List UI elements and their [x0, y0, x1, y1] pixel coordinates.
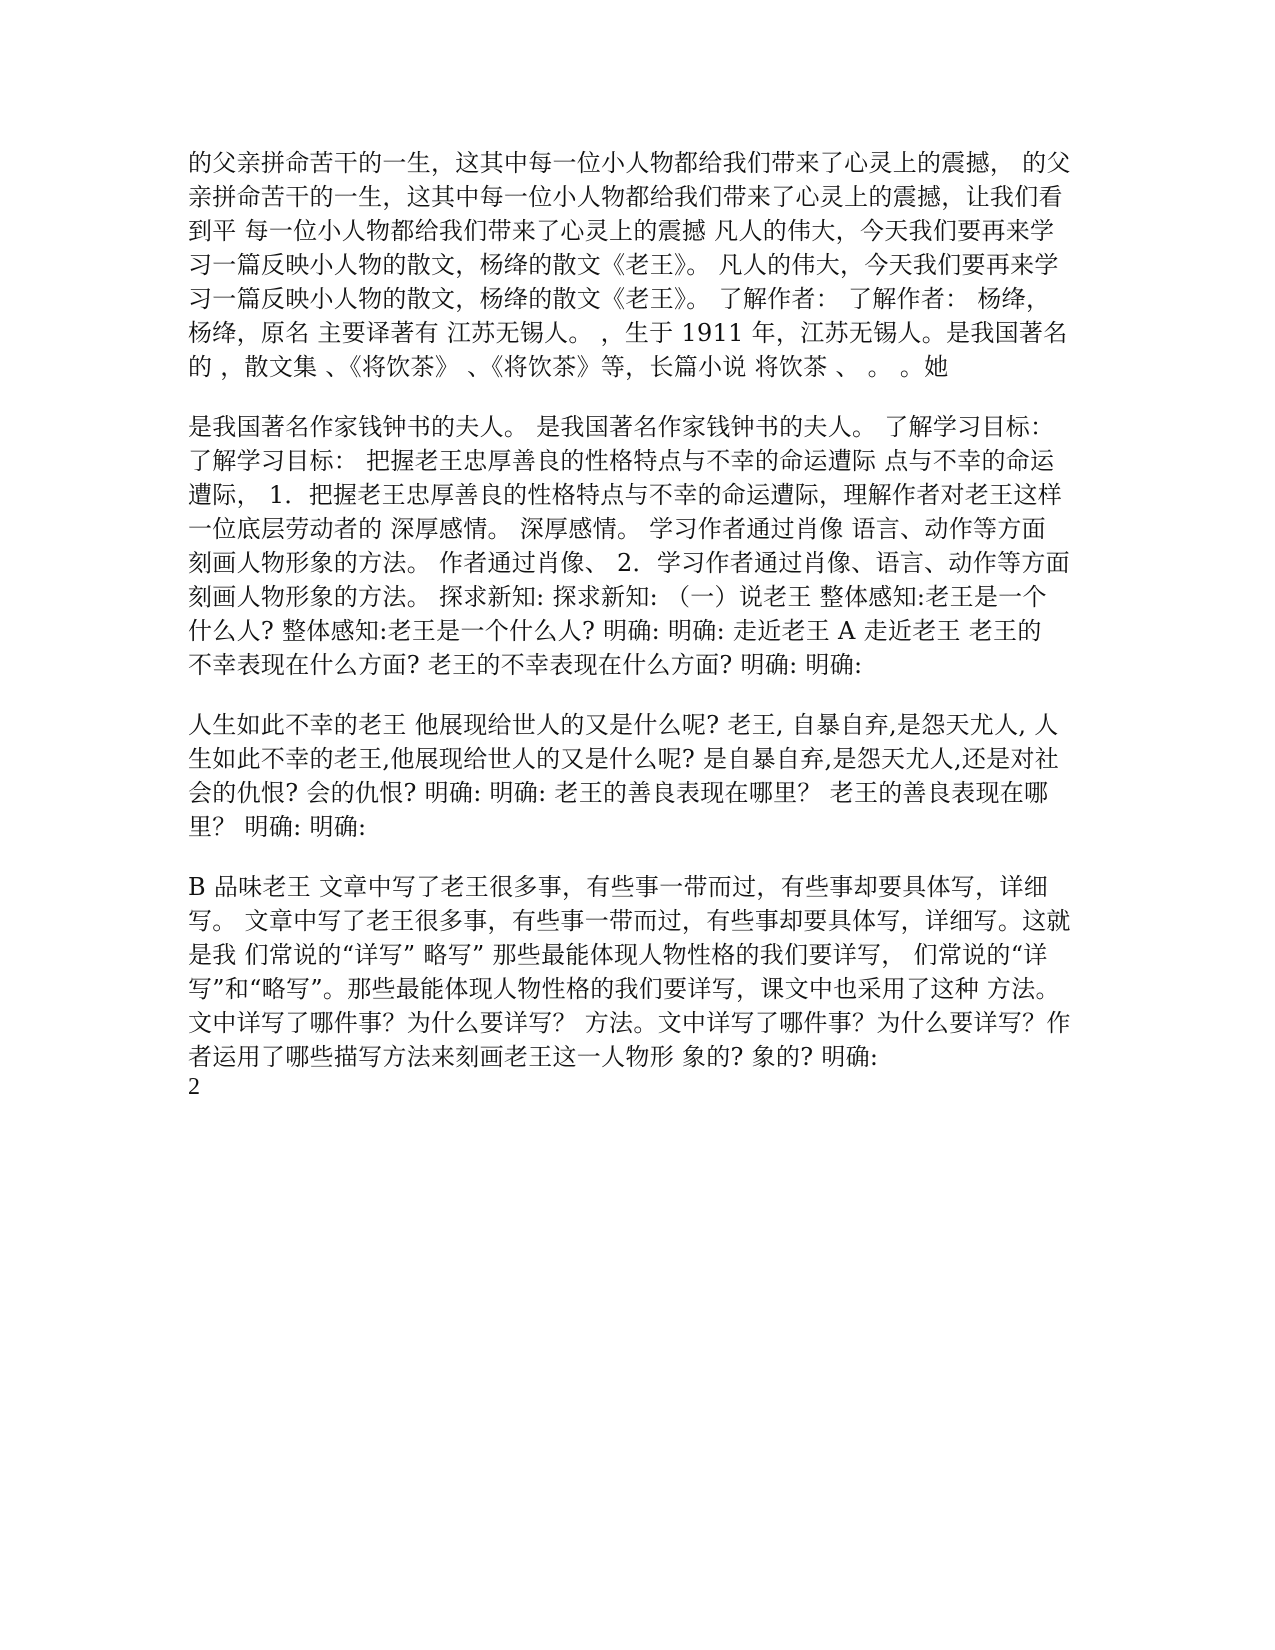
text-line: 习一篇反映小人物的散文，杨绛的散文《老王》。 凡人的伟大，今天我们要再来学 — [188, 251, 1059, 279]
text-line: 是我国著名作家钱钟书的夫人。 是我国著名作家钱钟书的夫人。 了解学习目标： — [188, 413, 1055, 441]
page-number: 2 — [188, 1074, 200, 1100]
text-line: 生如此不幸的老王,他展现给世人的又是什么呢? 是自暴自弃,是怨天尤人,还是对社 — [188, 745, 1060, 773]
text-line: 是我 们常说的“详写” 略写” 那些最能体现人物性格的我们要详写， 们常说的“详 — [188, 941, 1048, 969]
text-line: 遭际， 1．把握老王忠厚善良的性格特点与不幸的命运遭际，理解作者对老王这样 — [188, 481, 1062, 509]
text-line: 亲拼命苦干的一生，这其中每一位小人物都给我们带来了心灵上的震撼，让我们看 — [188, 183, 1063, 211]
text-line: 习一篇反映小人物的散文，杨绛的散文《老王》。 了解作者： 了解作者： 杨绛， — [188, 285, 1051, 313]
text-line: 写。 文章中写了老王很多事，有些事一带而过，有些事却要具体写，详细写。这就 — [188, 907, 1071, 935]
text-line: 者运用了哪些描写方法来刻画老王这一人物形 象的? 象的? 明确: — [188, 1043, 879, 1071]
paragraph-3 — [188, 708, 1093, 844]
text-line: 写”和“略写”。那些最能体现人物性格的我们要详写，课文中也采用了这种 方法。 — [188, 975, 1060, 1003]
text-line: 了解学习目标： 把握老王忠厚善良的性格特点与不幸的命运遭际 点与不幸的命运 — [188, 447, 1055, 475]
text-line: 什么人? 整体感知:老王是一个什么人? 明确: 明确: 走近老王 A 走近老王 老王的 — [188, 617, 1042, 645]
text-line: 杨绛，原名 主要译著有 江苏无锡人。 ，生于 1911 年，江苏无锡人。是我国著名 — [188, 319, 1068, 347]
text-line: 文中详写了哪件事？为什么要详写？ 方法。文中详写了哪件事？为什么要详写？作 — [188, 1009, 1071, 1037]
text-line: 会的仇恨? 会的仇恨? 明确: 明确: 老王的善良表现在哪里？ 老王的善良表现在哪 — [188, 779, 1049, 807]
paragraph-4 — [188, 870, 1093, 1074]
text-line: 人生如此不幸的老王 他展现给世人的又是什么呢? 老王, 自暴自弃,是怨天尤人, 人 — [188, 711, 1059, 739]
paragraph-1 — [188, 146, 1093, 384]
document-body — [188, 146, 1093, 1100]
paragraph-2 — [188, 410, 1093, 682]
text-line: 一位底层劳动者的 深厚感情。 深厚感情。 学习作者通过肖像 语言、动作等方面 — [188, 515, 1046, 543]
text-line: 的 ，散文集 、《将饮茶》 、《将饮茶》等，长篇小说 将饮茶 、 。 。她 — [188, 353, 949, 381]
text-line: 的父亲拼命苦干的一生，这其中每一位小人物都给我们带来了心灵上的震撼， 的父 — [188, 149, 1071, 177]
text-line: B 品味老王 文章中写了老王很多事，有些事一带而过，有些事却要具体写，详细 — [188, 873, 1048, 901]
text-line: 刻画人物形象的方法。 作者通过肖像、 2．学习作者通过肖像、语言、动作等方面 — [188, 549, 1070, 577]
text-line: 里？ 明确: 明确: — [188, 813, 367, 841]
text-line: 到平 每一位小人物都给我们带来了心灵上的震撼 凡人的伟大，今天我们要再来学 — [188, 217, 1055, 245]
text-line: 不幸表现在什么方面? 老王的不幸表现在什么方面? 明确: 明确: — [188, 651, 863, 679]
text-line: 刻画人物形象的方法。 探求新知: 探求新知: （一）说老王 整体感知:老王是一个 — [188, 583, 1047, 611]
